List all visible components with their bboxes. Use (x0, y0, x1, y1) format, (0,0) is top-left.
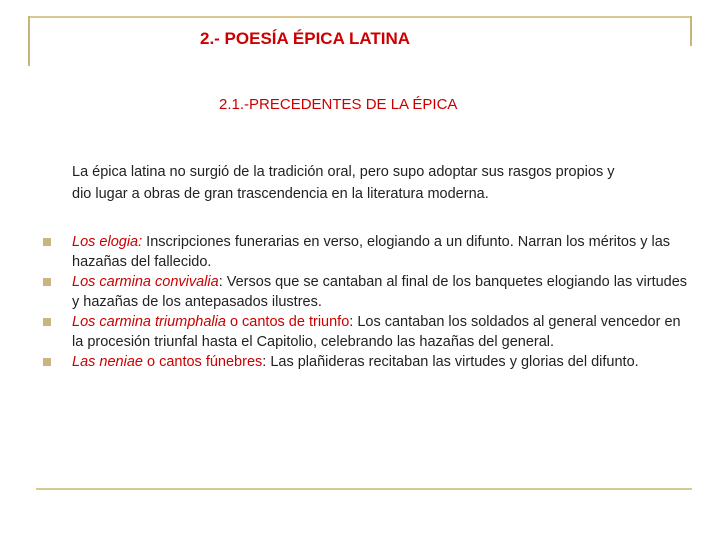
item-description: nscripciones funerarias en verso, elogiando a un difunto. Narran los méritos y las hazañas del fallecido. (72, 234, 671, 270)
latin-term: Los elogia: (72, 234, 143, 250)
square-bullet-icon (43, 278, 51, 286)
square-bullet-icon (43, 238, 51, 246)
square-bullet-icon (43, 318, 51, 326)
term-separator: : (218, 274, 223, 290)
intro-line-2: dio lugar a obras de gran trascendencia en la literatura moderna. (72, 186, 489, 202)
square-bullet-icon (43, 358, 51, 366)
frame-left-line (28, 16, 30, 66)
item-description: Los cantaban los soldados al general vencedor en la procesión triunfal hasta el Capitolio, celebrando las hazañas del general. (72, 314, 681, 350)
term-separator: I (142, 234, 151, 250)
latin-term: Las neniae (72, 354, 143, 370)
latin-term: Los carmina triumphalia (72, 314, 226, 330)
slide-subtitle: 2.1.-PRECEDENTES DE LA ÉPICA (219, 96, 458, 113)
term-separator: : (262, 354, 267, 370)
frame-top-line (28, 16, 692, 18)
intro-paragraph (72, 161, 692, 205)
list-item-neniae (40, 352, 692, 372)
bullet-list (40, 232, 692, 372)
term-separator: : (349, 314, 354, 330)
intro-line-1: La épica latina no surgió de la tradición oral, pero supo adoptar sus rasgos propios y (72, 164, 615, 180)
latin-term: Los carmina convivalia (72, 274, 219, 290)
list-item-elogia (40, 232, 692, 272)
list-item-carmina-convivalia (40, 272, 692, 312)
item-description: Versos que se cantaban al final de los banquetes elogiando las virtudes y hazañas de los antepasados ilustres. (72, 274, 688, 310)
frame-right-line (690, 16, 692, 46)
item-description: Las plañideras recitaban las virtudes y glorias del difunto. (266, 354, 639, 370)
frame-bottom-line (36, 488, 692, 490)
term-translation: o cantos de triunfo (225, 314, 350, 330)
slide-title: 2.- POESÍA ÉPICA LATINA (200, 29, 411, 48)
list-item-carmina-triumphalia (40, 312, 692, 352)
term-translation: o cantos fúnebres (142, 354, 263, 370)
